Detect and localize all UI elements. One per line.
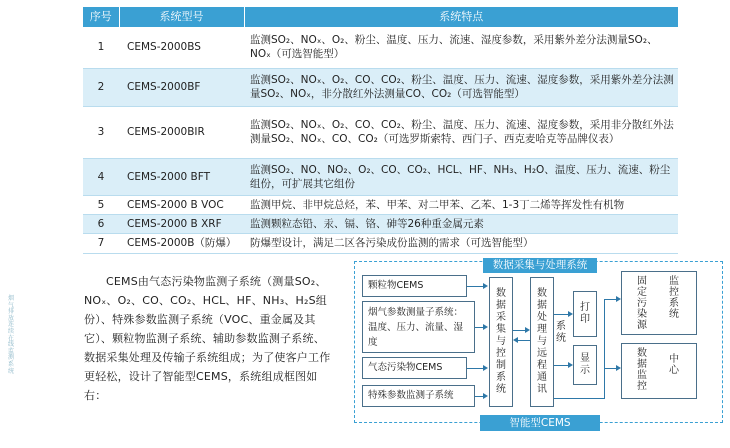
row-no: 2 <box>83 68 119 106</box>
header-model: 系统型号 <box>119 7 244 27</box>
row-no: 4 <box>83 158 119 195</box>
data-processing-comm-box: 数据处理与远程通讯 <box>530 277 554 407</box>
arrow-line <box>554 365 568 366</box>
row-features: 防爆型设计，满足二区各污染成份监测的需求（可选智能型） <box>244 233 678 253</box>
system-block-diagram <box>352 255 726 431</box>
header-features: 系统特点 <box>244 7 678 27</box>
print-box: 打印 <box>573 291 597 337</box>
table-row <box>83 195 678 214</box>
arrow-head <box>483 283 488 289</box>
row-no: 6 <box>83 214 119 233</box>
system-spec-table <box>83 7 678 254</box>
row-no: 3 <box>83 106 119 158</box>
table-row <box>83 68 678 106</box>
input-particulate-cems: 颗粒物CEMS <box>362 275 467 297</box>
table-row <box>83 158 678 195</box>
row-no: 7 <box>83 233 119 253</box>
arrow-head <box>568 311 573 317</box>
arrow-head <box>483 365 488 371</box>
data-monitor-center-box <box>621 343 697 399</box>
arrow-line <box>604 368 616 369</box>
input-gaseous-pollutant-cems: 气态污染物CEMS <box>362 357 467 379</box>
table-row <box>83 27 678 68</box>
row-features: 监测SO₂、NOₓ、O₂、CO、CO₂、粉尘、温度、压力、流速、湿度参数，采用非分散红外法测量SO₂、NOₓ、CO、CO₂（可选罗斯索特、西门子、西克麦哈克等品牌仪表） <box>244 106 678 158</box>
row-model: CEMS-2000BF <box>119 68 244 106</box>
side-vertical-label: 烟气排放连续在线监测系统 <box>7 295 14 375</box>
row-model: CEMS-2000BIR <box>119 106 244 158</box>
arrow-line <box>604 299 616 300</box>
arrow-head <box>568 362 573 368</box>
system-label: 系统 <box>556 321 566 344</box>
arrow-head <box>483 393 488 399</box>
fixed-source-label: 固定污染源 <box>637 276 647 331</box>
display-box: 显示 <box>573 345 597 385</box>
header-no: 序号 <box>83 7 119 27</box>
row-features: 监测甲烷、非甲烷总烃，苯、甲苯、对二甲苯、乙苯、1-3丁二烯等挥发性有机物 <box>244 195 678 214</box>
data-monitor-label: 数据监控 <box>637 348 647 392</box>
monitor-system-label: 监控系统 <box>669 276 679 320</box>
row-features: 监测SO₂、NO、NO₂、O₂、CO、CO₂、HCL、HF、NH₃、H₂O、温度、压力、流速、粉尘组份，可扩展其它组份 <box>244 158 678 195</box>
arrow-line <box>554 398 604 399</box>
center-label: 中心 <box>669 354 679 376</box>
row-model: CEMS-2000BS <box>119 27 244 68</box>
row-features: 监测SO₂、NOₓ、O₂、CO、CO₂、粉尘、温度、压力、流速、湿度参数，采用紫外差分法测量SO₂、NOₓ，非分散红外法测量CO、CO₂（可选智能型） <box>244 68 678 106</box>
arrow-line <box>604 299 605 399</box>
row-features: 监测颗粒态铅、汞、镉、铬、砷等26种重金属元素 <box>244 214 678 233</box>
arrow-line <box>554 314 568 315</box>
table-row <box>83 106 678 158</box>
table-header-row <box>83 7 678 27</box>
input-special-params: 特殊参数监测子系统 <box>362 385 475 407</box>
row-model: CEMS-2000 BFT <box>119 158 244 195</box>
row-model: CEMS-2000B（防爆） <box>119 233 244 253</box>
input-flue-gas-params: 烟气参数测量子系统：温度、压力、流量、湿度 <box>362 301 475 353</box>
row-features: 监测SO₂、NOₓ、O₂、粉尘、温度、压力、流速、湿度参数，采用紫外差分法测量SO₂、NOₓ（可选智能型） <box>244 27 678 68</box>
table-row <box>83 214 678 233</box>
arrow-line <box>467 368 484 369</box>
intro-paragraph: CEMS由气态污染物监测子系统（测量SO₂、NOₓ、O₂、CO、CO₂、HCL、HF、NH₃、H₂S组份）、特殊参数监测子系统（VOC、重金属及其它）、颗粒物监测子系统、辅助参数监测子系统、数据采集处理及传输子系统组成；为了使客户工作更轻松，设计了智能型CEMS，系统组成框图如右： <box>84 275 331 402</box>
fixed-source-monitor-box <box>621 271 697 335</box>
arrow-line <box>467 286 484 287</box>
diagram-top-title: 数据采集与处理系统 <box>483 258 597 273</box>
row-no: 1 <box>83 27 119 68</box>
data-acquisition-control-box: 数据采集与控制系统 <box>489 277 513 407</box>
row-no: 5 <box>83 195 119 214</box>
diagram-bottom-title: 智能型CEMS <box>480 415 600 431</box>
row-model: CEMS-2000 B VOC <box>119 195 244 214</box>
table-row <box>83 233 678 253</box>
arrow-line <box>517 340 530 341</box>
row-model: CEMS-2000 B XRF <box>119 214 244 233</box>
arrow-head <box>483 324 488 330</box>
